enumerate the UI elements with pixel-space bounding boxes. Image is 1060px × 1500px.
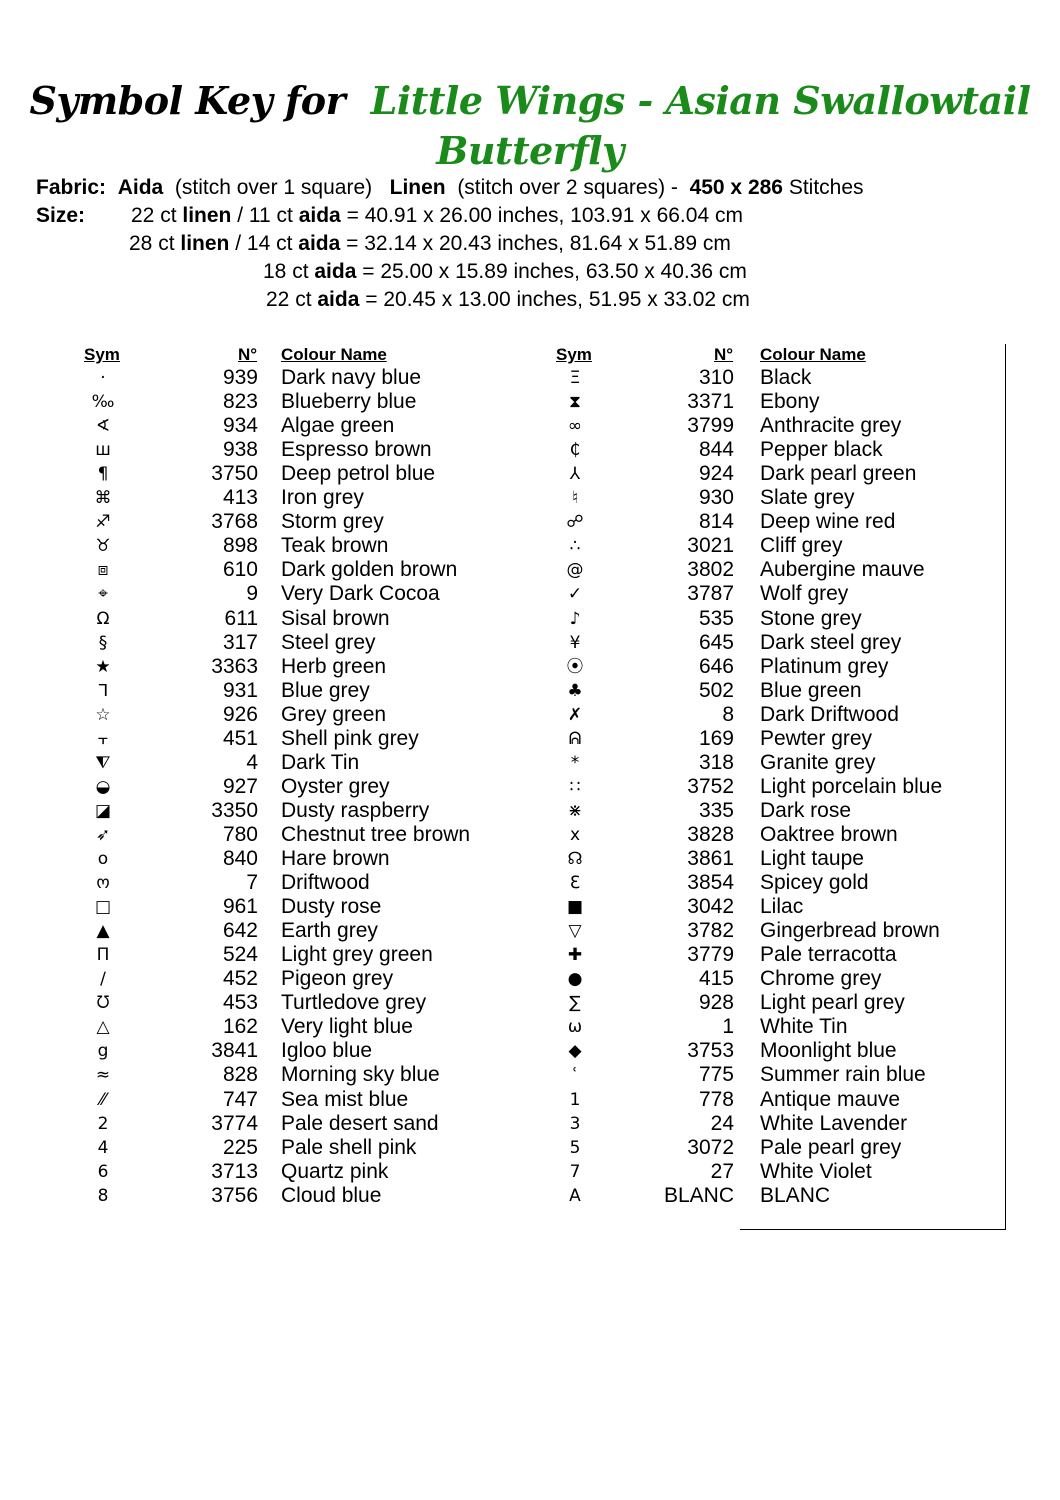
colour-name: Dark Tin bbox=[281, 750, 360, 774]
thread-number: 3779 bbox=[687, 943, 734, 967]
colour-name: Light taupe bbox=[760, 847, 864, 870]
symbol-glyph: * bbox=[570, 752, 580, 773]
thread-number: 317 bbox=[222, 630, 258, 654]
size-fabric-2: aida bbox=[298, 232, 341, 255]
thread-number: 3802 bbox=[687, 558, 734, 582]
size-count: 22 ct bbox=[266, 288, 312, 311]
symbol-glyph: Ω bbox=[96, 608, 110, 629]
key-row bbox=[0, 751, 1060, 775]
symbol-glyph: ⋇ bbox=[567, 800, 583, 821]
thread-number: 611 bbox=[224, 606, 258, 630]
size-fabric: linen bbox=[182, 204, 232, 227]
colour-name: Sisal brown bbox=[281, 606, 390, 630]
symbol-glyph: ‰ bbox=[91, 392, 115, 413]
symbol-glyph: @ bbox=[566, 560, 584, 581]
thread-number: 814 bbox=[698, 510, 734, 534]
colour-name: Anthracite grey bbox=[760, 414, 902, 438]
symbol-glyph: ∕ bbox=[100, 969, 106, 990]
key-row bbox=[0, 462, 1060, 486]
key-row bbox=[0, 1039, 1060, 1063]
colour-name: Sea mist blue bbox=[281, 1087, 409, 1111]
thread-number: 3750 bbox=[211, 462, 258, 486]
colour-name: Pale shell pink bbox=[281, 1135, 417, 1159]
symbol-glyph: Ξ bbox=[569, 368, 581, 388]
symbol-glyph: ш bbox=[95, 440, 111, 461]
key-row bbox=[0, 631, 1060, 655]
size-count: 18 ct bbox=[263, 260, 309, 283]
symbol-glyph: 3 bbox=[569, 1113, 581, 1134]
thread-number: 524 bbox=[222, 943, 258, 967]
colour-name: Very Dark Cocoa bbox=[281, 582, 440, 606]
size-count: 28 ct bbox=[129, 232, 175, 255]
symbol-glyph: ☊ bbox=[567, 849, 583, 869]
symbol-glyph: ◆ bbox=[568, 1041, 582, 1062]
thread-number: 3861 bbox=[687, 847, 734, 870]
fabric-linen: Linen bbox=[389, 176, 446, 199]
symbol-glyph: ☆ bbox=[95, 704, 111, 725]
title-pattern-name-cont: Butterfly bbox=[436, 128, 624, 173]
thread-number: 780 bbox=[222, 822, 258, 846]
colour-name: Ebony bbox=[760, 390, 820, 414]
key-row bbox=[0, 390, 1060, 414]
colour-name: Light grey green bbox=[281, 943, 433, 967]
size-dimensions: = 25.00 x 15.89 inches, 63.50 x 40.36 cm bbox=[362, 260, 747, 283]
thread-number: 24 bbox=[710, 1111, 734, 1135]
colour-name: Pale pearl grey bbox=[760, 1135, 902, 1159]
stitch-count: 450 x 286 bbox=[689, 176, 783, 199]
thread-number: 3371 bbox=[687, 390, 734, 414]
colour-name: Wolf grey bbox=[760, 582, 849, 606]
thread-number: 3841 bbox=[211, 1039, 258, 1063]
symbol-glyph: ▲ bbox=[96, 921, 110, 942]
symbol-glyph: ∞ bbox=[567, 416, 583, 437]
header-num-right: N° bbox=[714, 345, 734, 364]
thread-number: 1 bbox=[722, 1015, 734, 1039]
symbol-glyph: 7 bbox=[569, 1161, 581, 1182]
symbol-glyph: ᒣ bbox=[97, 680, 109, 701]
thread-number: 451 bbox=[222, 726, 258, 750]
colour-name: Chestnut tree brown bbox=[281, 822, 471, 846]
thread-number: 934 bbox=[222, 414, 258, 438]
key-row bbox=[0, 919, 1060, 943]
thread-number: 930 bbox=[698, 486, 734, 510]
symbol-glyph: ♣ bbox=[567, 680, 583, 701]
key-row bbox=[0, 943, 1060, 967]
title-prefix: Symbol Key for bbox=[29, 78, 346, 123]
size-count-2: / 11 ct bbox=[237, 204, 293, 227]
symbol-glyph: ☍ bbox=[566, 512, 584, 533]
colour-name: Teak brown bbox=[281, 534, 389, 558]
key-row bbox=[0, 558, 1060, 582]
symbol-glyph: g bbox=[97, 1041, 109, 1062]
stitch-word: Stitches bbox=[788, 176, 864, 199]
fabric-label: Fabric: bbox=[36, 176, 107, 199]
symbol-glyph: § bbox=[98, 632, 108, 653]
key-row bbox=[0, 1184, 1060, 1208]
symbol-glyph: ⅄ bbox=[569, 464, 581, 485]
colour-name: Turtledove grey bbox=[281, 991, 427, 1015]
symbol-glyph: ■ bbox=[566, 897, 584, 918]
thread-number: 3768 bbox=[211, 510, 258, 534]
colour-name: Pepper black bbox=[760, 438, 883, 462]
colour-name: Dark pearl green bbox=[760, 462, 917, 486]
symbol-glyph: ◒ bbox=[95, 776, 111, 797]
symbol-glyph: ● bbox=[567, 969, 583, 990]
header-sym-right: Sym bbox=[556, 345, 592, 364]
colour-name: Algae green bbox=[281, 414, 395, 438]
symbol-glyph: ♉ bbox=[95, 536, 111, 557]
key-row bbox=[0, 1063, 1060, 1087]
size-label-line bbox=[36, 204, 85, 228]
thread-number: 645 bbox=[698, 630, 734, 654]
symbol-glyph: ⧨ bbox=[95, 752, 111, 773]
thread-number: 453 bbox=[222, 991, 258, 1015]
thread-number: 844 bbox=[698, 438, 734, 462]
size-count: 22 ct bbox=[131, 204, 177, 227]
colour-name: Gingerbread brown bbox=[760, 919, 940, 943]
thread-number: 961 bbox=[222, 895, 258, 919]
key-row bbox=[0, 703, 1060, 727]
table-right-border bbox=[1005, 344, 1006, 1230]
key-row bbox=[0, 1015, 1060, 1039]
size-row-2 bbox=[129, 232, 731, 256]
symbol-glyph: A bbox=[569, 1185, 581, 1206]
symbol-glyph: ★ bbox=[95, 656, 111, 677]
size-row-3 bbox=[263, 260, 747, 284]
key-row bbox=[0, 486, 1060, 510]
thread-number: 413 bbox=[222, 486, 258, 510]
key-row bbox=[0, 991, 1060, 1015]
thread-number: 4 bbox=[246, 750, 258, 774]
symbol-glyph: ♮ bbox=[571, 488, 579, 509]
symbol-glyph: 1 bbox=[569, 1089, 581, 1110]
thread-number: 502 bbox=[698, 678, 734, 702]
symbol-glyph: ≈ bbox=[95, 1065, 111, 1086]
size-fabric-2: aida bbox=[298, 204, 341, 227]
colour-name: White Violet bbox=[760, 1159, 872, 1183]
thread-number: 3021 bbox=[687, 534, 734, 558]
thread-number: 828 bbox=[222, 1063, 258, 1087]
colour-name: Hare brown bbox=[281, 847, 390, 870]
symbol-glyph: 6 bbox=[97, 1161, 109, 1182]
thread-number: 3042 bbox=[687, 895, 734, 919]
symbol-glyph: 8 bbox=[97, 1185, 109, 1206]
key-row bbox=[0, 607, 1060, 631]
colour-name: Dark steel grey bbox=[760, 630, 902, 654]
colour-name: Slate grey bbox=[760, 486, 855, 510]
header-name-right: Colour Name bbox=[760, 345, 866, 364]
symbol-glyph: 2 bbox=[97, 1113, 109, 1134]
colour-name: Deep wine red bbox=[760, 510, 896, 534]
thread-number: 415 bbox=[698, 967, 734, 991]
colour-name: Earth grey bbox=[281, 919, 378, 943]
size-fabric: linen bbox=[180, 232, 230, 255]
thread-number: 9 bbox=[246, 582, 258, 606]
colour-name: BLANC bbox=[760, 1183, 831, 1207]
colour-name: Igloo blue bbox=[281, 1039, 373, 1063]
thread-number: 3072 bbox=[687, 1135, 734, 1159]
size-fabric: aida bbox=[314, 260, 357, 283]
thread-number: 3753 bbox=[687, 1039, 734, 1063]
symbol-glyph: ∢ bbox=[95, 416, 111, 437]
key-row bbox=[0, 847, 1060, 871]
thread-number: 3752 bbox=[687, 774, 734, 798]
symbol-glyph: ∴ bbox=[569, 536, 581, 557]
colour-name: Dark rose bbox=[760, 798, 852, 822]
symbol-glyph: ო bbox=[96, 873, 110, 894]
symbol-glyph: П bbox=[96, 945, 110, 966]
symbol-glyph: ⁄⁄ bbox=[100, 1089, 106, 1110]
thread-number: 3854 bbox=[687, 871, 734, 895]
colour-name: Shell pink grey bbox=[281, 726, 419, 750]
symbol-glyph: ➶ bbox=[95, 824, 111, 845]
symbol-glyph: ♐ bbox=[95, 512, 111, 533]
colour-name: Dusty rose bbox=[281, 895, 382, 919]
symbol-glyph: ω bbox=[567, 1017, 583, 1038]
colour-name: Lilac bbox=[760, 895, 804, 919]
key-row bbox=[0, 679, 1060, 703]
key-row bbox=[0, 727, 1060, 751]
size-dimensions: = 32.14 x 20.43 inches, 81.64 x 51.89 cm bbox=[346, 232, 731, 255]
symbol-glyph: ℇ bbox=[569, 873, 581, 894]
colour-name: Oaktree brown bbox=[760, 822, 898, 846]
colour-name: Morning sky blue bbox=[281, 1063, 440, 1087]
key-row bbox=[0, 775, 1060, 799]
fabric-aida: Aida bbox=[117, 176, 164, 199]
symbol-glyph: ∑ bbox=[569, 993, 581, 1014]
colour-name: Light pearl grey bbox=[760, 991, 905, 1015]
thread-number: 927 bbox=[222, 774, 258, 798]
colour-name: Chrome grey bbox=[760, 967, 882, 991]
symbol-glyph: △ bbox=[96, 1017, 110, 1038]
symbol-glyph: ▽ bbox=[568, 921, 582, 942]
page-title-line2 bbox=[0, 128, 1060, 173]
thread-number: 3799 bbox=[687, 414, 734, 438]
thread-number: 642 bbox=[222, 919, 258, 943]
colour-name: Pale terracotta bbox=[760, 943, 897, 967]
key-row bbox=[0, 895, 1060, 919]
thread-number: 169 bbox=[698, 726, 734, 750]
thread-number: 3363 bbox=[211, 654, 258, 678]
symbol-glyph: ₵ bbox=[569, 440, 581, 461]
key-row bbox=[0, 582, 1060, 606]
colour-name: Grey green bbox=[281, 702, 387, 726]
colour-name: Pale desert sand bbox=[281, 1111, 439, 1135]
colour-name: Cliff grey bbox=[760, 534, 843, 558]
symbol-glyph: □ bbox=[94, 897, 112, 918]
colour-name: Storm grey bbox=[281, 510, 384, 534]
header-num-left: N° bbox=[238, 345, 258, 364]
key-row bbox=[0, 823, 1060, 847]
colour-name: White Tin bbox=[760, 1015, 848, 1039]
thread-number: 3350 bbox=[211, 798, 258, 822]
thread-number: 3713 bbox=[211, 1159, 258, 1183]
colour-name: White Lavender bbox=[760, 1111, 908, 1135]
key-row bbox=[0, 510, 1060, 534]
thread-number: 931 bbox=[222, 678, 258, 702]
colour-name: Blueberry blue bbox=[281, 390, 417, 414]
thread-number: 310 bbox=[698, 366, 734, 389]
size-dimensions: = 40.91 x 26.00 inches, 103.91 x 66.04 cm bbox=[346, 204, 743, 227]
thread-number: 225 bbox=[222, 1135, 258, 1159]
symbol-glyph: ᘮ bbox=[96, 993, 110, 1014]
colour-name: Deep petrol blue bbox=[281, 462, 436, 486]
colour-name: Dusty raspberry bbox=[281, 798, 430, 822]
thread-number: 775 bbox=[698, 1063, 734, 1087]
thread-number: 938 bbox=[222, 438, 258, 462]
thread-number: 939 bbox=[222, 366, 258, 389]
table-bottom-border bbox=[740, 1229, 1006, 1230]
key-row bbox=[0, 1136, 1060, 1160]
thread-number: 27 bbox=[710, 1159, 734, 1183]
thread-number: 926 bbox=[222, 702, 258, 726]
thread-number: 335 bbox=[698, 798, 734, 822]
key-row bbox=[0, 655, 1060, 679]
thread-number: 7 bbox=[246, 871, 258, 895]
thread-number: 924 bbox=[698, 462, 734, 486]
symbol-glyph: ✚ bbox=[567, 945, 583, 966]
symbol-glyph: ⌖ bbox=[98, 584, 108, 605]
symbol-glyph: ⦿ bbox=[566, 656, 584, 677]
key-row bbox=[0, 414, 1060, 438]
symbol-glyph: ᕱ bbox=[568, 728, 582, 749]
colour-name: Pigeon grey bbox=[281, 967, 394, 991]
colour-name: Dark golden brown bbox=[281, 558, 458, 582]
key-row bbox=[0, 1088, 1060, 1112]
symbol-glyph: ⧗ bbox=[569, 392, 581, 413]
colour-name: Dark navy blue bbox=[281, 366, 422, 389]
colour-name: Stone grey bbox=[760, 606, 862, 630]
fabric-linen-note: (stitch over 2 squares) - bbox=[457, 176, 678, 199]
key-row bbox=[0, 438, 1060, 462]
colour-name: Black bbox=[760, 366, 812, 389]
thread-number: 3828 bbox=[687, 822, 734, 846]
key-row bbox=[0, 799, 1060, 823]
title-pattern-name: Little Wings - Asian Swallowtail bbox=[370, 78, 1031, 123]
colour-name: Antique mauve bbox=[760, 1087, 901, 1111]
header-sym-left: Sym bbox=[84, 345, 120, 364]
size-row-4 bbox=[266, 288, 750, 312]
symbol-glyph: ¶ bbox=[97, 464, 109, 485]
colour-name: Espresso brown bbox=[281, 438, 432, 462]
colour-name: Aubergine mauve bbox=[760, 558, 925, 582]
thread-number: 535 bbox=[698, 606, 734, 630]
symbol-glyph: ✓ bbox=[567, 584, 583, 605]
symbol-glyph: 4 bbox=[97, 1137, 109, 1158]
thread-number: 778 bbox=[698, 1087, 734, 1111]
symbol-glyph: ¥ bbox=[569, 632, 581, 653]
symbol-glyph: ⫟ bbox=[97, 728, 109, 749]
size-row-1 bbox=[131, 204, 743, 228]
fabric-aida-note: (stitch over 1 square) bbox=[174, 176, 373, 199]
key-row bbox=[0, 1112, 1060, 1136]
size-label: Size: bbox=[36, 204, 86, 227]
symbol-glyph: o bbox=[97, 849, 109, 869]
size-dimensions: = 20.45 x 13.00 inches, 51.95 x 33.02 cm bbox=[365, 288, 750, 311]
symbol-glyph: ∷ bbox=[569, 776, 581, 797]
colour-name: Spicey gold bbox=[760, 871, 869, 895]
thread-number: 840 bbox=[222, 847, 258, 870]
header-name-left: Colour Name bbox=[281, 345, 387, 364]
thread-number: 747 bbox=[222, 1087, 258, 1111]
colour-name: Pewter grey bbox=[760, 726, 873, 750]
colour-name: Iron grey bbox=[281, 486, 364, 510]
symbol-glyph: ⧈ bbox=[97, 560, 109, 581]
fabric-line bbox=[36, 176, 864, 200]
key-row bbox=[0, 967, 1060, 991]
symbol-glyph: ◪ bbox=[94, 800, 112, 821]
thread-number: 8 bbox=[722, 702, 734, 726]
symbol-glyph: · bbox=[100, 368, 106, 388]
thread-number: 3774 bbox=[211, 1111, 258, 1135]
symbol-glyph: ✗ bbox=[567, 704, 583, 725]
colour-name: Herb green bbox=[281, 654, 387, 678]
thread-number: 162 bbox=[222, 1015, 258, 1039]
colour-name: Oyster grey bbox=[281, 774, 390, 798]
colour-name: Dark Driftwood bbox=[760, 702, 899, 726]
thread-number: 898 bbox=[222, 534, 258, 558]
key-row bbox=[0, 534, 1060, 558]
colour-name: Granite grey bbox=[760, 750, 876, 774]
symbol-glyph: 5 bbox=[569, 1137, 581, 1158]
thread-number: BLANC bbox=[663, 1183, 734, 1207]
key-row bbox=[0, 366, 1060, 390]
colour-name: Moonlight blue bbox=[760, 1039, 897, 1063]
colour-name: Platinum grey bbox=[760, 654, 889, 678]
symbol-glyph: ⌘ bbox=[94, 488, 112, 509]
thread-number: 646 bbox=[698, 654, 734, 678]
thread-number: 452 bbox=[222, 967, 258, 991]
colour-name: Driftwood bbox=[281, 871, 370, 895]
thread-number: 928 bbox=[698, 991, 734, 1015]
key-row bbox=[0, 871, 1060, 895]
page-title bbox=[0, 78, 1060, 123]
colour-name: Quartz pink bbox=[281, 1159, 389, 1183]
colour-name: Blue green bbox=[760, 678, 862, 702]
size-fabric: aida bbox=[317, 288, 360, 311]
colour-name: Summer rain blue bbox=[760, 1063, 926, 1087]
symbol-glyph: ♪ bbox=[569, 608, 581, 629]
key-row bbox=[0, 1160, 1060, 1184]
symbol-glyph: x bbox=[569, 824, 581, 845]
thread-number: 3782 bbox=[687, 919, 734, 943]
thread-number: 3756 bbox=[211, 1183, 258, 1207]
colour-name: Cloud blue bbox=[281, 1183, 382, 1207]
thread-number: 610 bbox=[222, 558, 258, 582]
thread-number: 3787 bbox=[687, 582, 734, 606]
colour-name: Steel grey bbox=[281, 630, 376, 654]
colour-name: Very light blue bbox=[281, 1015, 413, 1039]
size-count-2: / 14 ct bbox=[235, 232, 293, 255]
colour-name: Blue grey bbox=[281, 678, 370, 702]
symbol-glyph: ʿ bbox=[572, 1065, 578, 1086]
thread-number: 823 bbox=[222, 390, 258, 414]
thread-number: 318 bbox=[698, 750, 734, 774]
colour-name: Light porcelain blue bbox=[760, 774, 943, 798]
